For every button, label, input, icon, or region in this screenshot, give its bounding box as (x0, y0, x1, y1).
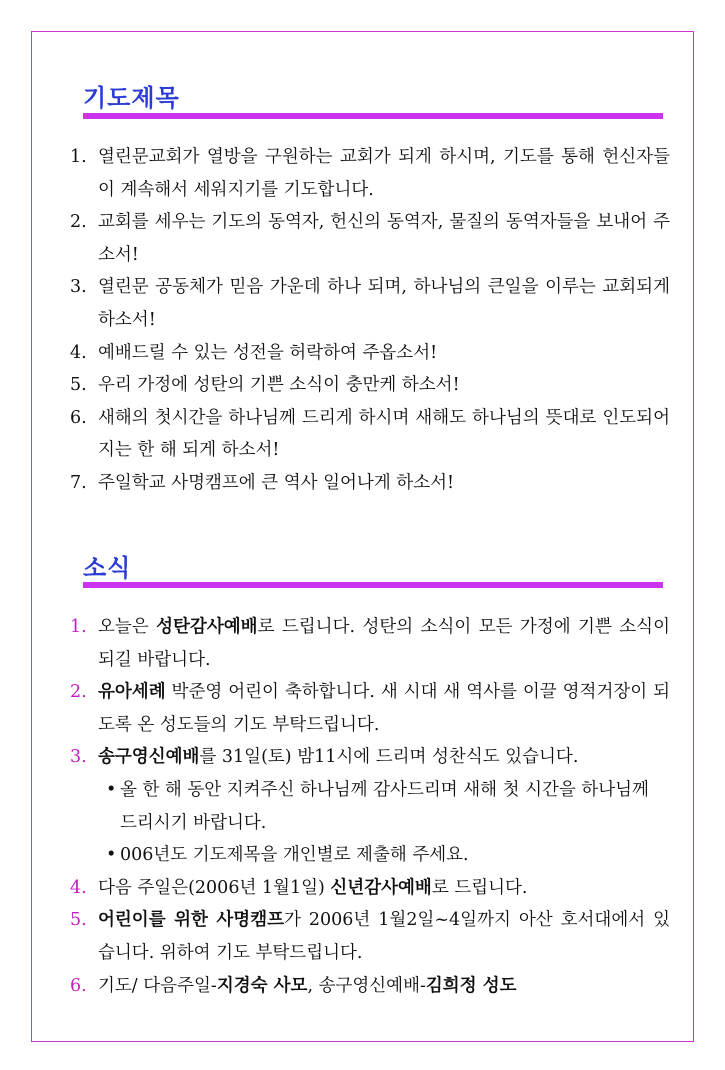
item-text: 우리 가정에 성탄의 기쁜 소식이 충만케 하소서! (98, 375, 460, 396)
item-text-post: 로 드립니다. (431, 877, 528, 898)
list-item (70, 970, 670, 1003)
item-text: 열린문 공동체가 믿음 가운데 하나 되며, 하나님의 큰일을 이루는 교회되게 하소서! (98, 277, 670, 330)
item-number: 7. (70, 472, 87, 493)
prayer-title-rule (83, 113, 663, 119)
list-item (70, 402, 670, 467)
item-text-mid: , 송구영신예배- (307, 975, 426, 996)
item-text: 교회를 세우는 기도의 동역자, 헌신의 동역자, 물질의 동역자들을 보내어 주소서! (98, 212, 670, 265)
item-text-post: 가 2006년 1월2일~4일까지 아산 호서대에서 있습니다. 위하여 기도 부탁드립니다. (98, 910, 670, 963)
item-text-bold: 유아세례 (98, 682, 166, 703)
sub-bullet-item (70, 839, 670, 872)
item-number: 3. (70, 277, 87, 298)
item-text-bold: 신년감사예배 (330, 877, 432, 898)
list-item (70, 337, 670, 370)
item-number: 2. (70, 212, 87, 233)
item-number: 4. (70, 342, 87, 363)
list-item (70, 676, 670, 741)
item-number: 3. (70, 747, 87, 768)
list-item (70, 206, 670, 271)
item-text-pre: 다음 주일은(2006년 1월1일) (98, 877, 331, 898)
item-number: 2. (70, 682, 87, 703)
list-item (70, 141, 670, 206)
news-list (70, 611, 670, 1002)
news-section-title: 소식 (83, 554, 132, 582)
sub-item-text: 006년도 기도제목을 개인별로 제출해 주세요. (120, 845, 469, 866)
list-item (70, 611, 670, 676)
item-number: 5. (70, 910, 87, 931)
item-text: 주일학교 사명캠프에 큰 역사 일어나게 하소서! (98, 472, 455, 493)
list-item (70, 467, 670, 500)
item-number: 6. (70, 407, 87, 428)
item-text-post: 를 31일(토) 밤11시에 드리며 성찬식도 있습니다. (199, 747, 579, 768)
item-number: 1. (70, 617, 87, 637)
item-number: 6. (70, 975, 87, 996)
item-number: 4. (70, 877, 87, 898)
item-text-bold: 지경숙 사모 (216, 975, 308, 996)
item-text: 열린문교회가 열방을 구원하는 교회가 되게 하시며, 기도를 통해 헌신자들이 계속해서 세워지기를 기도합니다. (98, 147, 670, 200)
item-text-post: 박준영 어린이 축하합니다. 새 시대 새 역사를 이끌 영적거장이 되도록 온 성도들의 기도 부탁드립니다. (98, 682, 670, 735)
item-text-pre: 오늘은 (98, 617, 157, 637)
list-item (70, 271, 670, 336)
prayer-list (70, 141, 670, 500)
item-text-bold: 송구영신예배 (98, 747, 200, 768)
bullet-dot: • (106, 845, 117, 866)
list-item (70, 872, 670, 905)
list-item (70, 369, 670, 402)
prayer-section-title: 기도제목 (83, 84, 180, 112)
news-title-rule (83, 582, 663, 588)
item-text: 예배드릴 수 있는 성전을 허락하여 주옵소서! (98, 342, 438, 363)
item-text: 새해의 첫시간을 하나님께 드리게 하시며 새해도 하나님의 뜻대로 인도되어지는 한 해 되게 하소서! (98, 407, 670, 461)
sub-bullet-item (70, 774, 670, 839)
sub-item-text: 올 한 해 동안 지켜주신 하나님께 감사드리며 새해 첫 시간을 하나님께 드리시기 바랍니다. (120, 779, 649, 833)
item-text-bold: 성탄감사예배 (156, 617, 258, 637)
item-text-post: 로 드립니다. 성탄의 소식이 모든 가정에 기쁜 소식이 되길 바랍니다. (98, 617, 670, 670)
list-item (70, 741, 670, 774)
item-text-bold-2: 김희정 성도 (425, 975, 517, 996)
item-text-pre: 기도/ 다음주일- (98, 975, 217, 996)
item-text-bold: 어린이를 위한 사명캠프 (98, 910, 285, 931)
list-item (70, 904, 670, 969)
item-number: 1. (70, 147, 87, 167)
item-number: 5. (70, 375, 87, 396)
bullet-dot: • (106, 779, 117, 800)
